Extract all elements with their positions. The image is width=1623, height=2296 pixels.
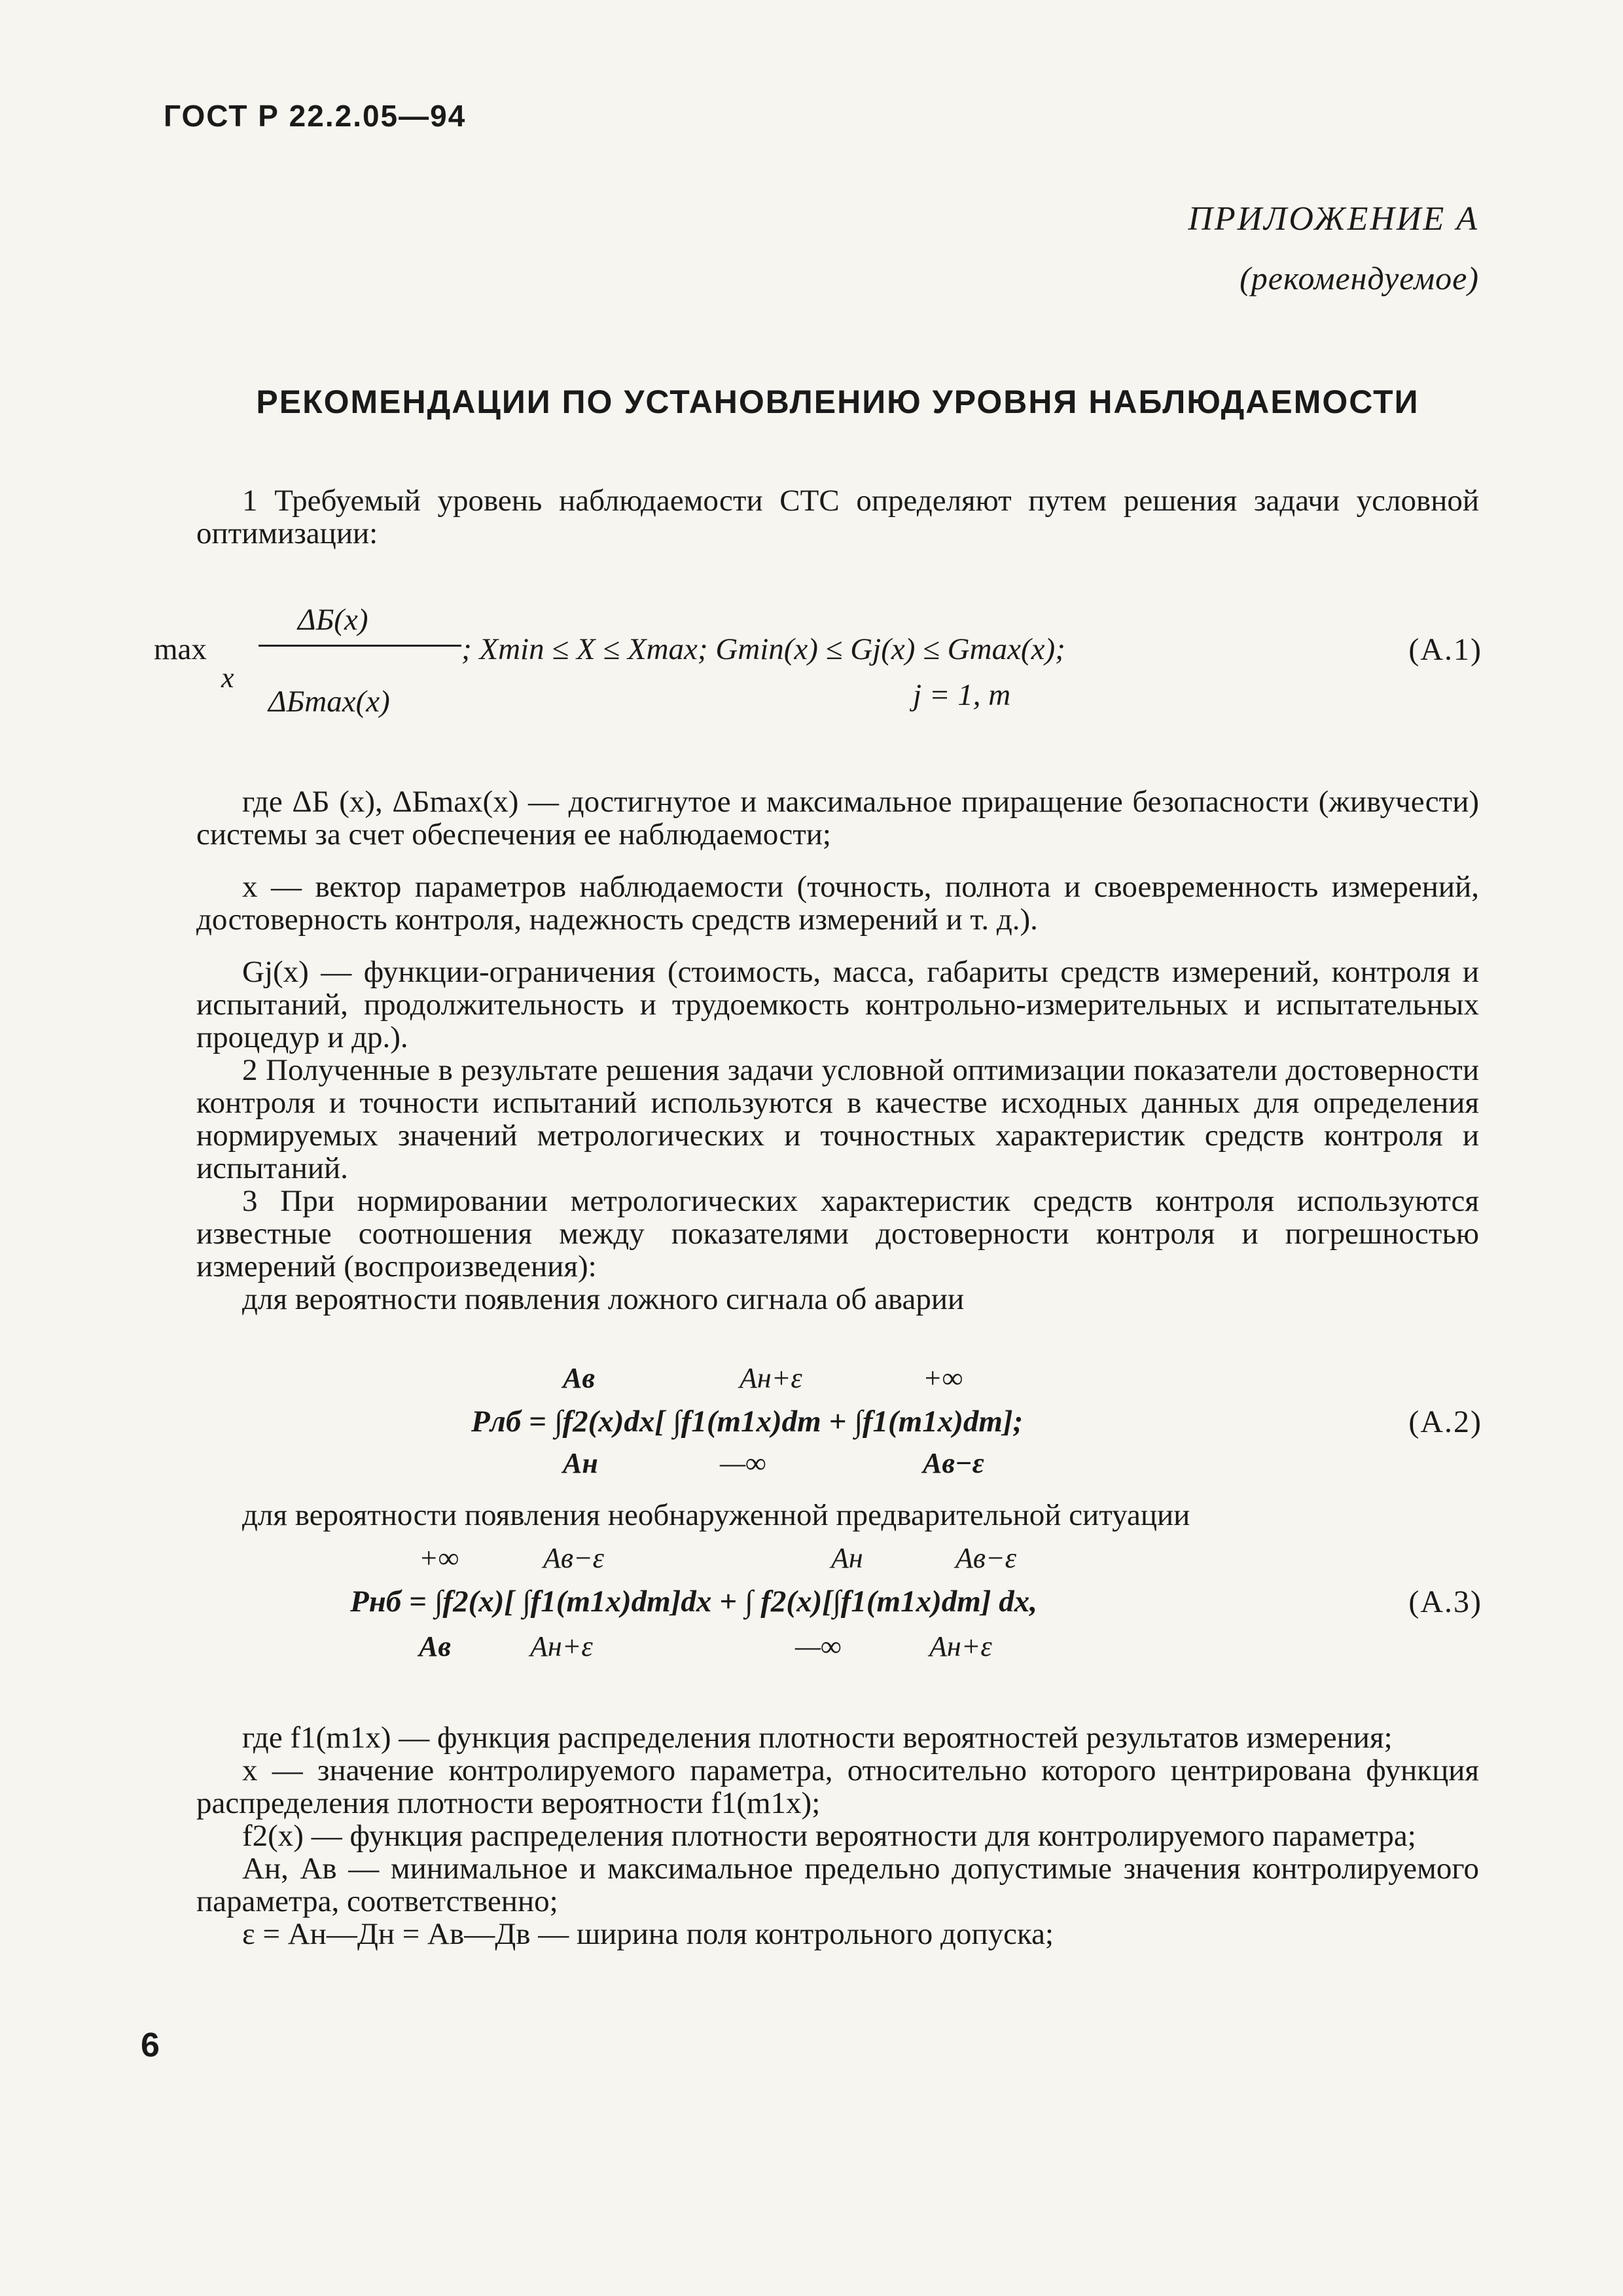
- eq-a1-denominator: ΔБmax(x): [268, 685, 390, 719]
- eq-a3-body: Pнб = ∫f2(x)[ ∫f1(m1x)dm]dx + ∫ f2(x)[∫f1(m1x)dm] dx,: [350, 1585, 1037, 1619]
- eq-a3-upper-2: Aв−ε: [543, 1542, 605, 1574]
- appendix-status: (рекомендуемое): [1240, 260, 1479, 296]
- definition-epsilon: ε = Aн—Дн = Aв—Дв — ширина поля контрольного допуска;: [242, 1917, 1054, 1951]
- eq-a3-lower-4: Aн+ε: [929, 1630, 992, 1662]
- document-code: ГОСТ Р 22.2.05—94: [164, 99, 467, 133]
- eq-a3-lower-2: Aн+ε: [530, 1630, 593, 1662]
- eq-a2-upper-1: Aв: [563, 1362, 596, 1394]
- eq-a2-lower-2: —∞: [720, 1447, 766, 1479]
- eq-a1-fraction-line: [259, 645, 461, 647]
- paragraph-1-text: 1 Требуемый уровень наблюдаемости СТС определяют путем решения задачи условной оптимизации:: [196, 484, 1479, 550]
- definitions-block-2: [196, 1721, 1479, 1950]
- definition-x-vector: x — вектор параметров наблюдаемости (точность, полнота и своевременность измерений, достоверность контроля, надежность средств измерений и т. д.).: [196, 870, 1479, 937]
- appendix-title: ПРИЛОЖЕНИЕ А: [1188, 200, 1479, 238]
- lead-a3: для вероятности появления необнаруженной предварительной ситуации: [242, 1498, 1190, 1532]
- eq-a3-lower-3: —∞: [795, 1630, 842, 1662]
- eq-a1-max: max: [154, 632, 207, 666]
- eq-a2-body: Pлб = ∫f2(x)dx[ ∫f1(m1x)dm + ∫f1(m1x)dm];: [471, 1405, 1024, 1439]
- paragraph-2: 2 Полученные в результате решения задачи условной оптимизации показатели достоверности контроля и точности испытаний используются в качестве исходных данных для определения нормируемых значений метрологических и точностных характеристик средств контроля и испытаний.: [196, 1053, 1479, 1185]
- lead-a3-block: [196, 1499, 1479, 1532]
- eq-a1-number: (А.1): [1408, 632, 1482, 667]
- eq-a3-upper-4: Aв−ε: [955, 1542, 1017, 1574]
- eq-a2-lower-3: Aв−ε: [923, 1447, 984, 1479]
- eq-a2-upper-3: +∞: [923, 1362, 963, 1394]
- definition-f1: где f1(m1x) — функция распределения плотности вероятностей результатов измерения;: [242, 1721, 1393, 1755]
- definition-x-value: x — значение контролируемого параметра, относительно которого центрирована функция распределения плотности вероятности f1(m1x);: [196, 1753, 1479, 1820]
- lead-a2: для вероятности появления ложного сигнала об аварии: [242, 1282, 965, 1316]
- eq-a2-upper-2: Aн+ε: [740, 1362, 802, 1394]
- eq-a2-lower-1: Aн: [563, 1447, 598, 1479]
- paragraph-3: 3 При нормировании метрологических характеристик средств контроля используются известные соотношения между показателями достоверности контроля и погрешностью измерений (воспроизведения):: [196, 1184, 1479, 1283]
- eq-a1-numerator: ΔБ(x): [298, 603, 368, 637]
- eq-a1-max-sub: x: [221, 662, 234, 694]
- definition-f2: f2(x) — функция распределения плотности вероятности для контролируемого параметра;: [242, 1819, 1416, 1853]
- definition-g-functions: Gj(x) — функции-ограничения (стоимость, масса, габариты средств измерений, контроля и испытаний, продолжительность и трудоемкость контрольно-измерительных и испытательных процедур и др.).: [196, 955, 1479, 1054]
- definition-delta-b: где ΔБ (x), ΔБmax(x) — достигнутое и максимальное приращение безопасности (живучести) системы за счет обеспечения ее наблюдаемости;: [196, 785, 1479, 852]
- eq-a3-number: (А.3): [1408, 1585, 1482, 1619]
- eq-a3-upper-3: Aн: [831, 1542, 863, 1574]
- section-title: РЕКОМЕНДАЦИИ ПО УСТАНОВЛЕНИЮ УРОВНЯ НАБЛЮДАЕМОСТИ: [256, 384, 1419, 420]
- eq-a3-upper-1: +∞: [419, 1542, 459, 1574]
- eq-a2-number: (А.2): [1408, 1405, 1482, 1439]
- eq-a1-constraints: ; Xmin ≤ X ≤ Xmax; Gmin(x) ≤ Gj(x) ≤ Gmax(x);: [461, 632, 1065, 666]
- eq-a3-lower-1: Aв: [419, 1630, 452, 1662]
- eq-a1-index: j = 1, m: [913, 678, 1011, 712]
- appendix-label: [1188, 190, 1479, 308]
- page-number: 6: [141, 2026, 160, 2064]
- paragraph-1: [196, 484, 1479, 550]
- definitions-block-1: [196, 785, 1479, 1316]
- definition-a-limits: Aн, Aв — минимальное и максимальное предельно допустимые значения контролируемого параметра, соответственно;: [196, 1852, 1479, 1918]
